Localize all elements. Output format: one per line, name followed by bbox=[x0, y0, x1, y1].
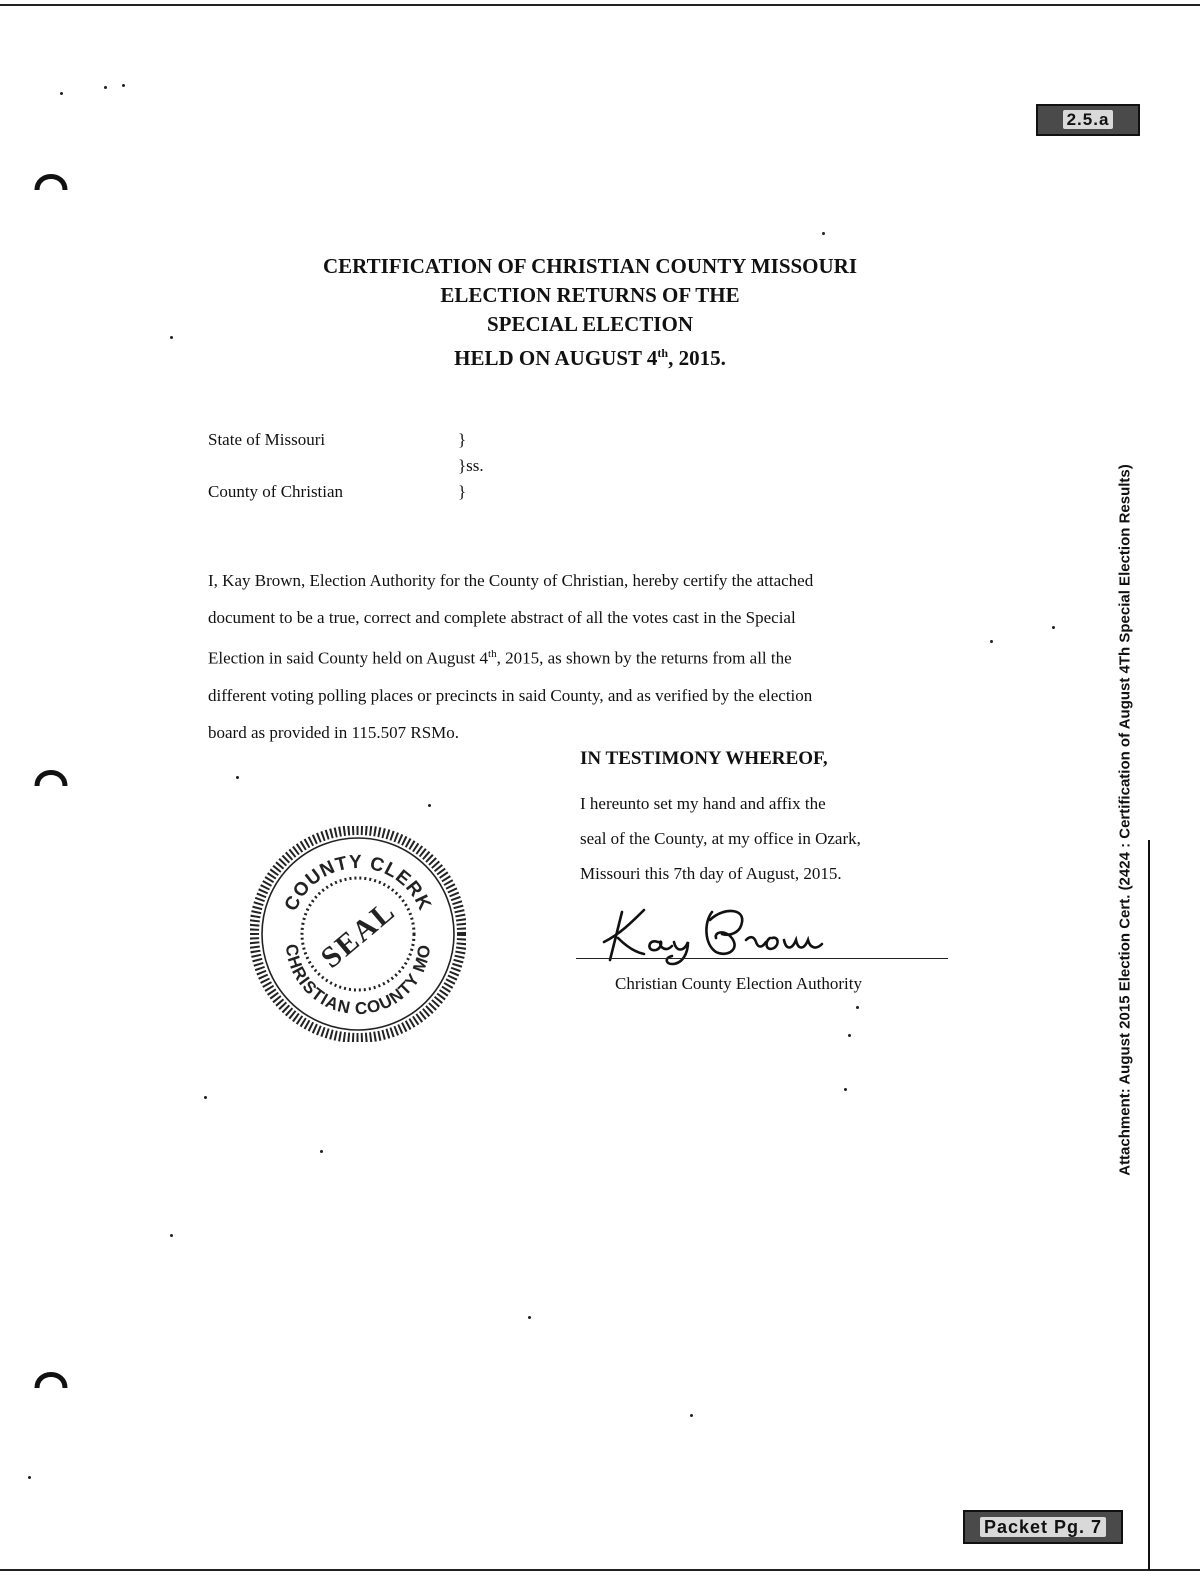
testimony-line: I hereunto set my hand and affix the bbox=[580, 794, 826, 813]
testimony-line: Missouri this 7th day of August, 2015. bbox=[580, 864, 842, 883]
scan-speck bbox=[170, 336, 173, 339]
seal-top-text: COUNTY CLERK bbox=[280, 851, 436, 915]
venue-brace: } bbox=[458, 482, 467, 501]
seal-center-text: SEAL bbox=[314, 893, 403, 975]
venue-state: State of Missouri bbox=[208, 430, 326, 449]
scan-speck bbox=[428, 804, 431, 807]
paragraph-line: I, Kay Brown, Election Authority for the County of Christian, hereby certify the attached bbox=[208, 571, 814, 590]
scan-speck bbox=[856, 1006, 859, 1009]
scan-speck bbox=[28, 1476, 31, 1479]
punch-hole-icon bbox=[34, 758, 64, 788]
paragraph-line: Election in said County held on August 4th, 2015, as shown by the returns from all the bbox=[208, 648, 792, 668]
testimony-line: seal of the County, at my office in Ozark, bbox=[580, 829, 861, 848]
county-seal bbox=[250, 826, 466, 1042]
venue-ss: }ss. bbox=[458, 456, 484, 475]
punch-hole-icon bbox=[34, 162, 64, 192]
scan-speck bbox=[236, 776, 239, 779]
page-number-text: 2.5.a bbox=[1063, 110, 1114, 129]
scan-speck bbox=[528, 1316, 531, 1319]
seal-bottom-text: CHRISTIAN COUNTY MO bbox=[281, 942, 435, 1019]
testimony-text bbox=[580, 786, 980, 891]
attachment-side-note-text: Attachment: August 2015 Election Cert. (2424 : Certification of August 4Th Special Election Results) bbox=[1116, 464, 1134, 1176]
signature-title: Christian County Election Authority bbox=[615, 974, 862, 993]
scan-speck bbox=[822, 232, 825, 235]
right-margin-rule bbox=[1148, 840, 1150, 1570]
scan-speck bbox=[320, 1150, 323, 1153]
scan-speck bbox=[844, 1088, 847, 1091]
scan-speck bbox=[990, 640, 993, 643]
bottom-edge-rule bbox=[0, 1569, 1200, 1571]
scan-speck bbox=[60, 92, 63, 95]
scan-speck bbox=[848, 1034, 851, 1037]
title-line-2: ELECTION RETURNS OF THE bbox=[440, 283, 740, 307]
scan-speck bbox=[690, 1414, 693, 1417]
venue-brace: } bbox=[458, 430, 467, 449]
scan-speck bbox=[122, 84, 125, 87]
packet-page-badge bbox=[963, 1510, 1123, 1544]
paragraph-line: board as provided in 115.507 RSMo. bbox=[208, 722, 460, 742]
venue-county: County of Christian bbox=[208, 482, 344, 501]
page-number-badge bbox=[1036, 104, 1140, 136]
svg-text:COUNTY CLERK bbox=[281, 852, 435, 914]
top-edge-rule bbox=[0, 4, 1200, 6]
testimony-heading: IN TESTIMONY WHEREOF, bbox=[580, 748, 828, 769]
certification-paragraph bbox=[208, 562, 978, 751]
scan-speck bbox=[204, 1096, 207, 1099]
paragraph-line: document to be a true, correct and complete abstract of all the votes cast in the Special bbox=[208, 608, 796, 627]
title-line-4: HELD ON AUGUST 4th, 2015. bbox=[454, 346, 726, 370]
certificate-title bbox=[200, 252, 980, 373]
title-line-1: CERTIFICATION OF CHRISTIAN COUNTY MISSOURI bbox=[322, 254, 858, 278]
scan-speck bbox=[1052, 626, 1055, 629]
signature-line bbox=[576, 958, 948, 959]
paragraph-line: different voting polling places or precincts in said County, and as verified by the election bbox=[208, 685, 813, 705]
scan-speck bbox=[104, 86, 107, 89]
title-line-3: SPECIAL ELECTION bbox=[487, 312, 693, 336]
scan-speck bbox=[170, 1234, 173, 1237]
packet-page-text: Packet Pg. 7 bbox=[980, 1517, 1106, 1537]
punch-hole-icon bbox=[34, 1360, 64, 1390]
